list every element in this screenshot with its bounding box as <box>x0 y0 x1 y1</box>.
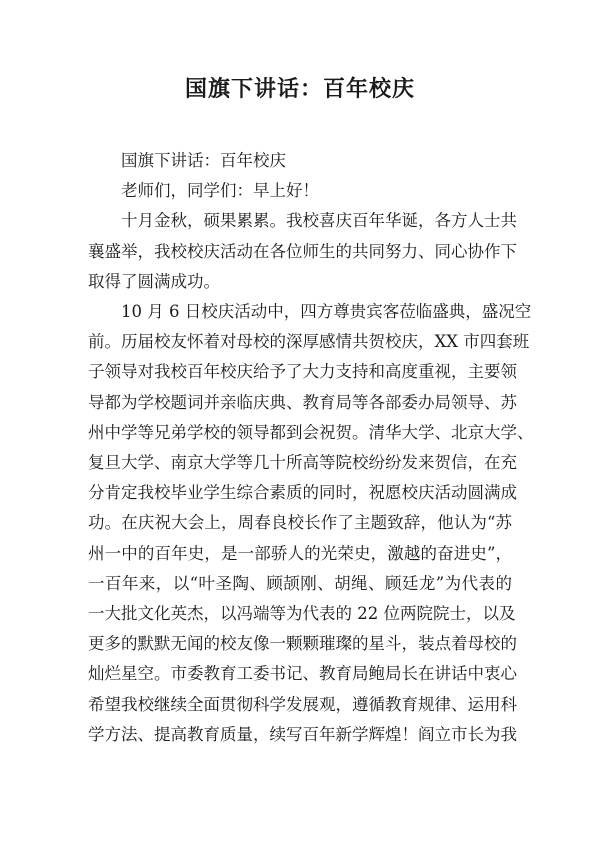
body-text-line: 分肯定我校毕业学生综合素质的同时，祝愿校庆活动圆满成 <box>88 483 517 503</box>
body-text-line: 一百年来，以“叶圣陶、顾颉刚、胡绳、顾廷龙”为代表的 <box>88 573 512 593</box>
body-text-line: 灿烂星空。市委教育工委书记、教育局鲍局长在讲话中衷心 <box>88 664 517 684</box>
body-text-line: 取得了圆满成功。 <box>88 271 220 291</box>
body-text-line: 老师们，同学们：早上好！ <box>121 181 319 201</box>
body-text-line: 州一中的百年史，是一部骄人的光荣史，激越的奋进史”， <box>88 543 512 563</box>
body-text-line: 导都为学校题词并亲临庆典、教育局等各部委办局领导、苏 <box>88 392 517 412</box>
body-text-line: 更多的默默无闻的校友像一颗颗璀璨的星斗，装点着母校的 <box>88 634 517 654</box>
body-text-line: 子领导对我校百年校庆给予了大力支持和高度重视，主要领 <box>88 362 517 382</box>
body-text-line: 学方法、提高教育质量，续写百年新学辉煌！阎立市长为我 <box>88 724 517 744</box>
body-text-line: 襄盛举，我校校庆活动在各位师生的共同努力、同心协作下 <box>88 241 517 261</box>
body-text-line: 十月金秋，硕果累累。我校喜庆百年华诞，各方人士共 <box>121 211 517 231</box>
body-text-line: 功。在庆祝大会上，周春良校长作了主题致辞，他认为“苏 <box>88 513 512 533</box>
document-body <box>88 146 534 750</box>
body-text-line: 前。历届校友怀着对母校的深厚感情共贺校庆，XX 市四套班 <box>88 332 530 352</box>
body-text-line: 国旗下讲话：百年校庆 <box>121 151 286 170</box>
body-text-line: 一大批文化英杰，以冯端等为代表的 22 位两院院士，以及 <box>88 604 516 624</box>
body-text-line: 复旦大学、南京大学等几十所高等院校纷纷发来贺信，在充 <box>88 453 517 473</box>
body-text-line: 希望我校继续全面贯彻科学发展观，遵循教育规律、运用科 <box>88 694 517 714</box>
body-text-line: 10 月 6 日校庆活动中，四方尊贵宾客莅临盛典，盛况空 <box>121 302 532 322</box>
document-title: 国旗下讲话：百年校庆 <box>184 76 415 102</box>
body-text-line: 州中学等兄弟学校的领导都到会祝贺。清华大学、北京大学、 <box>88 422 534 442</box>
